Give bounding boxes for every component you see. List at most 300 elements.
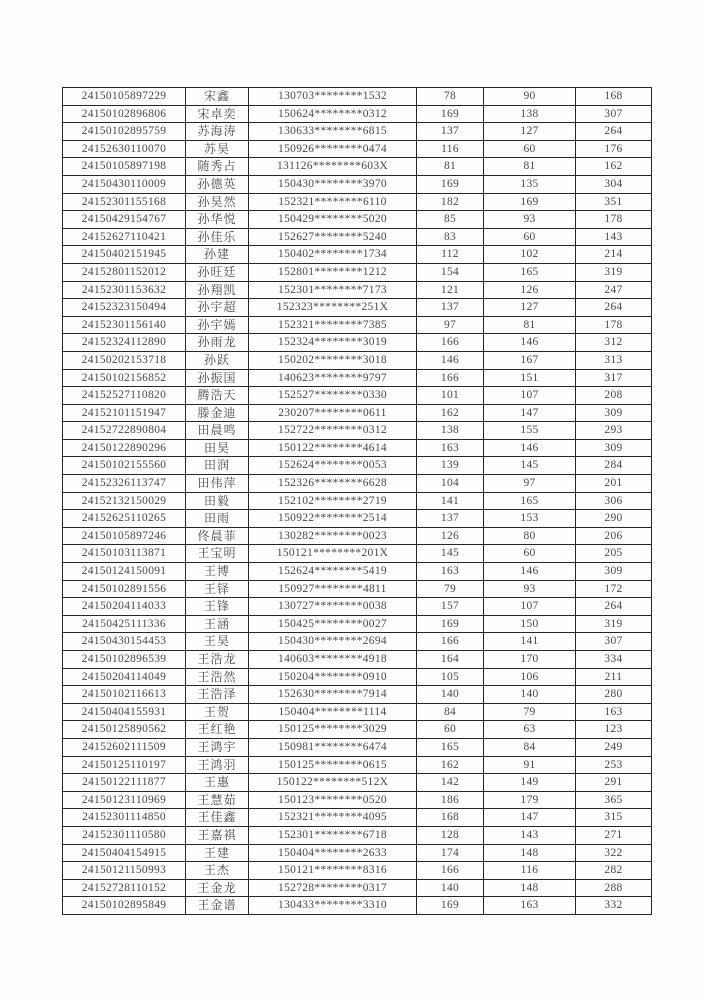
name-cell: 孙建 [186, 246, 249, 264]
total-score-cell: 206 [576, 527, 652, 545]
table-row [63, 334, 652, 352]
score-1-cell: 60 [417, 721, 484, 739]
total-score-cell: 163 [576, 703, 652, 721]
name-cell: 王锋 [186, 598, 249, 616]
score-2-cell: 107 [484, 598, 576, 616]
table-row [63, 457, 652, 475]
table-row [63, 387, 652, 405]
score-2-cell: 165 [484, 263, 576, 281]
citizen-id-cell: 152324********3019 [249, 334, 417, 352]
name-cell: 王博 [186, 563, 249, 581]
score-1-cell: 121 [417, 281, 484, 299]
exam-id-cell: 24150204114033 [63, 598, 186, 616]
score-2-cell: 127 [484, 299, 576, 317]
citizen-id-cell: 150404********2633 [249, 844, 417, 862]
score-2-cell: 165 [484, 492, 576, 510]
scores-table [62, 87, 652, 915]
citizen-id-cell: 230207********0611 [249, 404, 417, 422]
total-score-cell: 208 [576, 387, 652, 405]
citizen-id-cell: 150125********3029 [249, 721, 417, 739]
score-1-cell: 85 [417, 211, 484, 229]
table-row [63, 351, 652, 369]
score-2-cell: 93 [484, 580, 576, 598]
citizen-id-cell: 152527********0330 [249, 387, 417, 405]
score-1-cell: 169 [417, 897, 484, 915]
citizen-id-cell: 152323********251X [249, 299, 417, 317]
score-2-cell: 146 [484, 439, 576, 457]
total-score-cell: 307 [576, 633, 652, 651]
citizen-id-cell: 140623********9797 [249, 369, 417, 387]
citizen-id-cell: 130282********0023 [249, 527, 417, 545]
citizen-id-cell: 140603********4918 [249, 651, 417, 669]
name-cell: 王贺 [186, 703, 249, 721]
total-score-cell: 315 [576, 809, 652, 827]
score-1-cell: 154 [417, 263, 484, 281]
score-2-cell: 116 [484, 862, 576, 880]
name-cell: 王佳鑫 [186, 809, 249, 827]
citizen-id-cell: 130703********1532 [249, 88, 417, 106]
name-cell: 孙宇嫣 [186, 316, 249, 334]
table-row [63, 492, 652, 510]
total-score-cell: 317 [576, 369, 652, 387]
table-row [63, 686, 652, 704]
score-1-cell: 138 [417, 422, 484, 440]
score-2-cell: 79 [484, 703, 576, 721]
citizen-id-cell: 131126********603X [249, 158, 417, 176]
total-score-cell: 211 [576, 668, 652, 686]
citizen-id-cell: 150122********512X [249, 774, 417, 792]
score-2-cell: 135 [484, 175, 576, 193]
table-row [63, 791, 652, 809]
score-2-cell: 60 [484, 228, 576, 246]
citizen-id-cell: 150430********3970 [249, 175, 417, 193]
exam-id-cell: 24150402151945 [63, 246, 186, 264]
table-row [63, 158, 652, 176]
exam-id-cell: 24150105897198 [63, 158, 186, 176]
citizen-id-cell: 130433********3310 [249, 897, 417, 915]
exam-id-cell: 24150102895759 [63, 123, 186, 141]
total-score-cell: 280 [576, 686, 652, 704]
name-cell: 孙翔凯 [186, 281, 249, 299]
name-cell: 腾浩天 [186, 387, 249, 405]
exam-id-cell: 24152722890804 [63, 422, 186, 440]
score-2-cell: 167 [484, 351, 576, 369]
score-1-cell: 145 [417, 545, 484, 563]
total-score-cell: 178 [576, 316, 652, 334]
table-row [63, 774, 652, 792]
score-1-cell: 169 [417, 175, 484, 193]
exam-id-cell: 24152301153632 [63, 281, 186, 299]
table-row [63, 211, 652, 229]
score-1-cell: 83 [417, 228, 484, 246]
total-score-cell: 312 [576, 334, 652, 352]
score-1-cell: 157 [417, 598, 484, 616]
score-2-cell: 147 [484, 404, 576, 422]
table-row [63, 527, 652, 545]
exam-id-cell: 24152324112890 [63, 334, 186, 352]
score-1-cell: 162 [417, 404, 484, 422]
table-row [63, 475, 652, 493]
table-row [63, 633, 652, 651]
score-1-cell: 168 [417, 809, 484, 827]
total-score-cell: 334 [576, 651, 652, 669]
name-cell: 王惠 [186, 774, 249, 792]
score-1-cell: 174 [417, 844, 484, 862]
total-score-cell: 332 [576, 897, 652, 915]
table-row [63, 175, 652, 193]
name-cell: 苏海涛 [186, 123, 249, 141]
total-score-cell: 319 [576, 615, 652, 633]
exam-id-cell: 24152728110152 [63, 879, 186, 897]
citizen-id-cell: 150927********4811 [249, 580, 417, 598]
score-2-cell: 80 [484, 527, 576, 545]
citizen-id-cell: 152722********0312 [249, 422, 417, 440]
score-1-cell: 137 [417, 299, 484, 317]
citizen-id-cell: 150922********2514 [249, 510, 417, 528]
score-2-cell: 81 [484, 158, 576, 176]
citizen-id-cell: 150926********0474 [249, 140, 417, 158]
score-2-cell: 138 [484, 105, 576, 123]
score-1-cell: 101 [417, 387, 484, 405]
score-2-cell: 91 [484, 756, 576, 774]
table-row [63, 140, 652, 158]
name-cell: 王嘉祺 [186, 826, 249, 844]
citizen-id-cell: 150123********0520 [249, 791, 417, 809]
table-row [63, 897, 652, 915]
table-row [63, 404, 652, 422]
score-1-cell: 166 [417, 369, 484, 387]
total-score-cell: 249 [576, 738, 652, 756]
table-row [63, 668, 652, 686]
table-row [63, 193, 652, 211]
name-cell: 田毅 [186, 492, 249, 510]
citizen-id-cell: 152102********2719 [249, 492, 417, 510]
name-cell: 田雨 [186, 510, 249, 528]
name-cell: 苏昊 [186, 140, 249, 158]
score-2-cell: 150 [484, 615, 576, 633]
exam-id-cell: 24150102895849 [63, 897, 186, 915]
total-score-cell: 313 [576, 351, 652, 369]
exam-id-cell: 24152801152012 [63, 263, 186, 281]
total-score-cell: 284 [576, 457, 652, 475]
name-cell: 宋鑫 [186, 88, 249, 106]
score-1-cell: 146 [417, 351, 484, 369]
citizen-id-cell: 152728********0317 [249, 879, 417, 897]
score-2-cell: 145 [484, 457, 576, 475]
exam-id-cell: 24150124150091 [63, 563, 186, 581]
score-1-cell: 84 [417, 703, 484, 721]
name-cell: 王昊 [186, 633, 249, 651]
total-score-cell: 271 [576, 826, 652, 844]
total-score-cell: 309 [576, 439, 652, 457]
total-score-cell: 253 [576, 756, 652, 774]
table-row [63, 316, 652, 334]
name-cell: 孙华悦 [186, 211, 249, 229]
table-row [63, 598, 652, 616]
exam-id-cell: 24152101151947 [63, 404, 186, 422]
total-score-cell: 247 [576, 281, 652, 299]
score-2-cell: 126 [484, 281, 576, 299]
exam-id-cell: 24150204114049 [63, 668, 186, 686]
score-2-cell: 90 [484, 88, 576, 106]
exam-id-cell: 24152323150494 [63, 299, 186, 317]
score-2-cell: 148 [484, 844, 576, 862]
name-cell: 孙振国 [186, 369, 249, 387]
score-1-cell: 116 [417, 140, 484, 158]
exam-id-cell: 24150105897246 [63, 527, 186, 545]
score-1-cell: 112 [417, 246, 484, 264]
exam-id-cell: 24150102896806 [63, 105, 186, 123]
exam-id-cell: 24150121150993 [63, 862, 186, 880]
citizen-id-cell: 150981********6474 [249, 738, 417, 756]
total-score-cell: 162 [576, 158, 652, 176]
exam-id-cell: 24150429154767 [63, 211, 186, 229]
citizen-id-cell: 152624********0053 [249, 457, 417, 475]
score-1-cell: 126 [417, 527, 484, 545]
name-cell: 孙佳乐 [186, 228, 249, 246]
exam-id-cell: 24152602111509 [63, 738, 186, 756]
total-score-cell: 290 [576, 510, 652, 528]
citizen-id-cell: 152630********7914 [249, 686, 417, 704]
score-1-cell: 166 [417, 862, 484, 880]
exam-id-cell: 24152301156140 [63, 316, 186, 334]
name-cell: 王金谱 [186, 897, 249, 915]
total-score-cell: 172 [576, 580, 652, 598]
table-row [63, 299, 652, 317]
total-score-cell: 282 [576, 862, 652, 880]
score-2-cell: 84 [484, 738, 576, 756]
score-2-cell: 147 [484, 809, 576, 827]
citizen-id-cell: 150624********0312 [249, 105, 417, 123]
citizen-id-cell: 150204********0910 [249, 668, 417, 686]
table-row [63, 879, 652, 897]
name-cell: 孙德英 [186, 175, 249, 193]
table-row [63, 246, 652, 264]
table-row [63, 615, 652, 633]
score-1-cell: 166 [417, 334, 484, 352]
score-1-cell: 79 [417, 580, 484, 598]
name-cell: 王慧茹 [186, 791, 249, 809]
score-1-cell: 166 [417, 633, 484, 651]
table-row [63, 88, 652, 106]
score-2-cell: 163 [484, 897, 576, 915]
total-score-cell: 319 [576, 263, 652, 281]
total-score-cell: 123 [576, 721, 652, 739]
citizen-id-cell: 130633********6815 [249, 123, 417, 141]
score-2-cell: 63 [484, 721, 576, 739]
score-2-cell: 149 [484, 774, 576, 792]
score-1-cell: 142 [417, 774, 484, 792]
exam-id-cell: 24150202153718 [63, 351, 186, 369]
table-row [63, 439, 652, 457]
score-1-cell: 164 [417, 651, 484, 669]
name-cell: 宋卓奕 [186, 105, 249, 123]
score-2-cell: 140 [484, 686, 576, 704]
score-2-cell: 151 [484, 369, 576, 387]
citizen-id-cell: 150122********4614 [249, 439, 417, 457]
citizen-id-cell: 150425********0027 [249, 615, 417, 633]
score-2-cell: 93 [484, 211, 576, 229]
exam-id-cell: 24150122890296 [63, 439, 186, 457]
name-cell: 王浩泽 [186, 686, 249, 704]
name-cell: 王浩然 [186, 668, 249, 686]
table-row [63, 826, 652, 844]
table-row [63, 228, 652, 246]
citizen-id-cell: 150402********1734 [249, 246, 417, 264]
total-score-cell: 143 [576, 228, 652, 246]
name-cell: 田润 [186, 457, 249, 475]
name-cell: 孙雨龙 [186, 334, 249, 352]
citizen-id-cell: 152301********6718 [249, 826, 417, 844]
exam-id-cell: 24150102155560 [63, 457, 186, 475]
table-row [63, 738, 652, 756]
name-cell: 佟晨菲 [186, 527, 249, 545]
exam-id-cell: 24150123110969 [63, 791, 186, 809]
name-cell: 王建 [186, 844, 249, 862]
table-row [63, 721, 652, 739]
table-row [63, 703, 652, 721]
citizen-id-cell: 152627********5240 [249, 228, 417, 246]
citizen-id-cell: 150121********8316 [249, 862, 417, 880]
table-row [63, 545, 652, 563]
score-2-cell: 127 [484, 123, 576, 141]
citizen-id-cell: 152624********5419 [249, 563, 417, 581]
name-cell: 王鸿宇 [186, 738, 249, 756]
exam-id-cell: 24150105897229 [63, 88, 186, 106]
table-row [63, 510, 652, 528]
total-score-cell: 293 [576, 422, 652, 440]
total-score-cell: 205 [576, 545, 652, 563]
name-cell: 王金龙 [186, 879, 249, 897]
citizen-id-cell: 152301********7173 [249, 281, 417, 299]
score-2-cell: 97 [484, 475, 576, 493]
citizen-id-cell: 150202********3018 [249, 351, 417, 369]
name-cell: 田伟萍 [186, 475, 249, 493]
exam-id-cell: 24150122111877 [63, 774, 186, 792]
exam-id-cell: 24150125110197 [63, 756, 186, 774]
score-1-cell: 169 [417, 615, 484, 633]
exam-id-cell: 24150102156852 [63, 369, 186, 387]
exam-id-cell: 24150102116613 [63, 686, 186, 704]
exam-id-cell: 24150102896539 [63, 651, 186, 669]
total-score-cell: 288 [576, 879, 652, 897]
table-row [63, 123, 652, 141]
score-2-cell: 143 [484, 826, 576, 844]
score-1-cell: 169 [417, 105, 484, 123]
exam-id-cell: 24152527110820 [63, 387, 186, 405]
table-row [63, 651, 652, 669]
exam-id-cell: 24150430110009 [63, 175, 186, 193]
exam-id-cell: 24152627110421 [63, 228, 186, 246]
score-1-cell: 141 [417, 492, 484, 510]
scores-table-body [63, 88, 652, 915]
exam-id-cell: 24152326113747 [63, 475, 186, 493]
score-1-cell: 140 [417, 686, 484, 704]
score-1-cell: 165 [417, 738, 484, 756]
score-1-cell: 78 [417, 88, 484, 106]
table-row [63, 422, 652, 440]
exam-id-cell: 24150430154453 [63, 633, 186, 651]
exam-id-cell: 24152625110265 [63, 510, 186, 528]
score-1-cell: 128 [417, 826, 484, 844]
citizen-id-cell: 150430********2694 [249, 633, 417, 651]
total-score-cell: 178 [576, 211, 652, 229]
name-cell: 孙跃 [186, 351, 249, 369]
score-2-cell: 102 [484, 246, 576, 264]
citizen-id-cell: 152321********7385 [249, 316, 417, 334]
score-2-cell: 169 [484, 193, 576, 211]
total-score-cell: 264 [576, 299, 652, 317]
name-cell: 田晨鸣 [186, 422, 249, 440]
score-2-cell: 153 [484, 510, 576, 528]
score-2-cell: 81 [484, 316, 576, 334]
name-cell: 滕金迪 [186, 404, 249, 422]
exam-id-cell: 24152301110580 [63, 826, 186, 844]
table-row [63, 809, 652, 827]
citizen-id-cell: 150404********1114 [249, 703, 417, 721]
total-score-cell: 291 [576, 774, 652, 792]
total-score-cell: 309 [576, 404, 652, 422]
score-1-cell: 186 [417, 791, 484, 809]
name-cell: 随秀占 [186, 158, 249, 176]
exam-id-cell: 24152132150029 [63, 492, 186, 510]
total-score-cell: 307 [576, 105, 652, 123]
total-score-cell: 365 [576, 791, 652, 809]
exam-id-cell: 24150404155931 [63, 703, 186, 721]
exam-id-cell: 24150102891556 [63, 580, 186, 598]
score-2-cell: 155 [484, 422, 576, 440]
score-1-cell: 163 [417, 439, 484, 457]
table-row [63, 862, 652, 880]
name-cell: 王浩龙 [186, 651, 249, 669]
total-score-cell: 176 [576, 140, 652, 158]
score-1-cell: 163 [417, 563, 484, 581]
table-row [63, 580, 652, 598]
table-row [63, 756, 652, 774]
exam-id-cell: 24150125890562 [63, 721, 186, 739]
score-1-cell: 81 [417, 158, 484, 176]
name-cell: 王红艳 [186, 721, 249, 739]
name-cell: 王杰 [186, 862, 249, 880]
total-score-cell: 351 [576, 193, 652, 211]
table-row [63, 105, 652, 123]
score-1-cell: 162 [417, 756, 484, 774]
name-cell: 孙旺廷 [186, 263, 249, 281]
score-2-cell: 146 [484, 334, 576, 352]
score-1-cell: 137 [417, 123, 484, 141]
exam-id-cell: 24150425111336 [63, 615, 186, 633]
table-row [63, 844, 652, 862]
score-1-cell: 182 [417, 193, 484, 211]
total-score-cell: 201 [576, 475, 652, 493]
citizen-id-cell: 152801********1212 [249, 263, 417, 281]
total-score-cell: 264 [576, 598, 652, 616]
table-row [63, 563, 652, 581]
exam-id-cell: 24152301155168 [63, 193, 186, 211]
name-cell: 孙宇超 [186, 299, 249, 317]
citizen-id-cell: 150429********5020 [249, 211, 417, 229]
exam-id-cell: 24150103113871 [63, 545, 186, 563]
exam-id-cell: 24152630110070 [63, 140, 186, 158]
score-1-cell: 104 [417, 475, 484, 493]
citizen-id-cell: 152321********4095 [249, 809, 417, 827]
exam-id-cell: 24152301114850 [63, 809, 186, 827]
score-1-cell: 97 [417, 316, 484, 334]
table-row [63, 281, 652, 299]
citizen-id-cell: 152321********6110 [249, 193, 417, 211]
score-2-cell: 146 [484, 563, 576, 581]
score-1-cell: 137 [417, 510, 484, 528]
